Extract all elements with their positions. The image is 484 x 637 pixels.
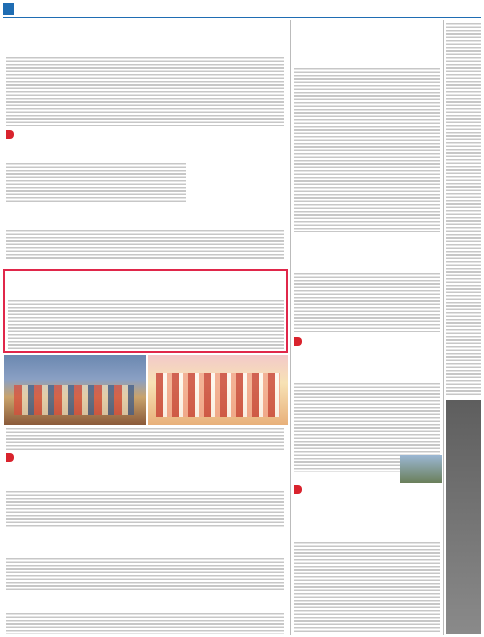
article-2-body <box>6 162 186 202</box>
section-bar-3 <box>294 337 302 346</box>
article-6-body <box>6 557 284 591</box>
article-5-body <box>6 490 284 528</box>
section-bar-4 <box>294 485 302 494</box>
right-article-2-body <box>294 272 440 332</box>
rail-ad-panel <box>446 400 481 634</box>
section-bar-1 <box>6 130 14 139</box>
article-7-body <box>6 612 284 634</box>
rail-photo <box>400 455 442 483</box>
news-photo-right <box>148 355 288 425</box>
article-3-body <box>6 229 284 259</box>
rail-news-list <box>446 22 481 397</box>
news-photo-left <box>4 355 146 425</box>
column-divider <box>290 20 291 635</box>
photo-caption <box>6 427 284 451</box>
right-article-4-body <box>294 541 440 633</box>
photo-figures <box>14 385 134 415</box>
article-4-body <box>8 299 284 349</box>
rail-divider <box>443 20 444 635</box>
right-article-1-body <box>294 67 440 232</box>
article-1-body <box>6 56 284 126</box>
photo-children <box>156 373 280 417</box>
page-number-badge <box>3 3 14 15</box>
header-rule <box>3 17 481 18</box>
section-bar-2 <box>6 453 14 462</box>
